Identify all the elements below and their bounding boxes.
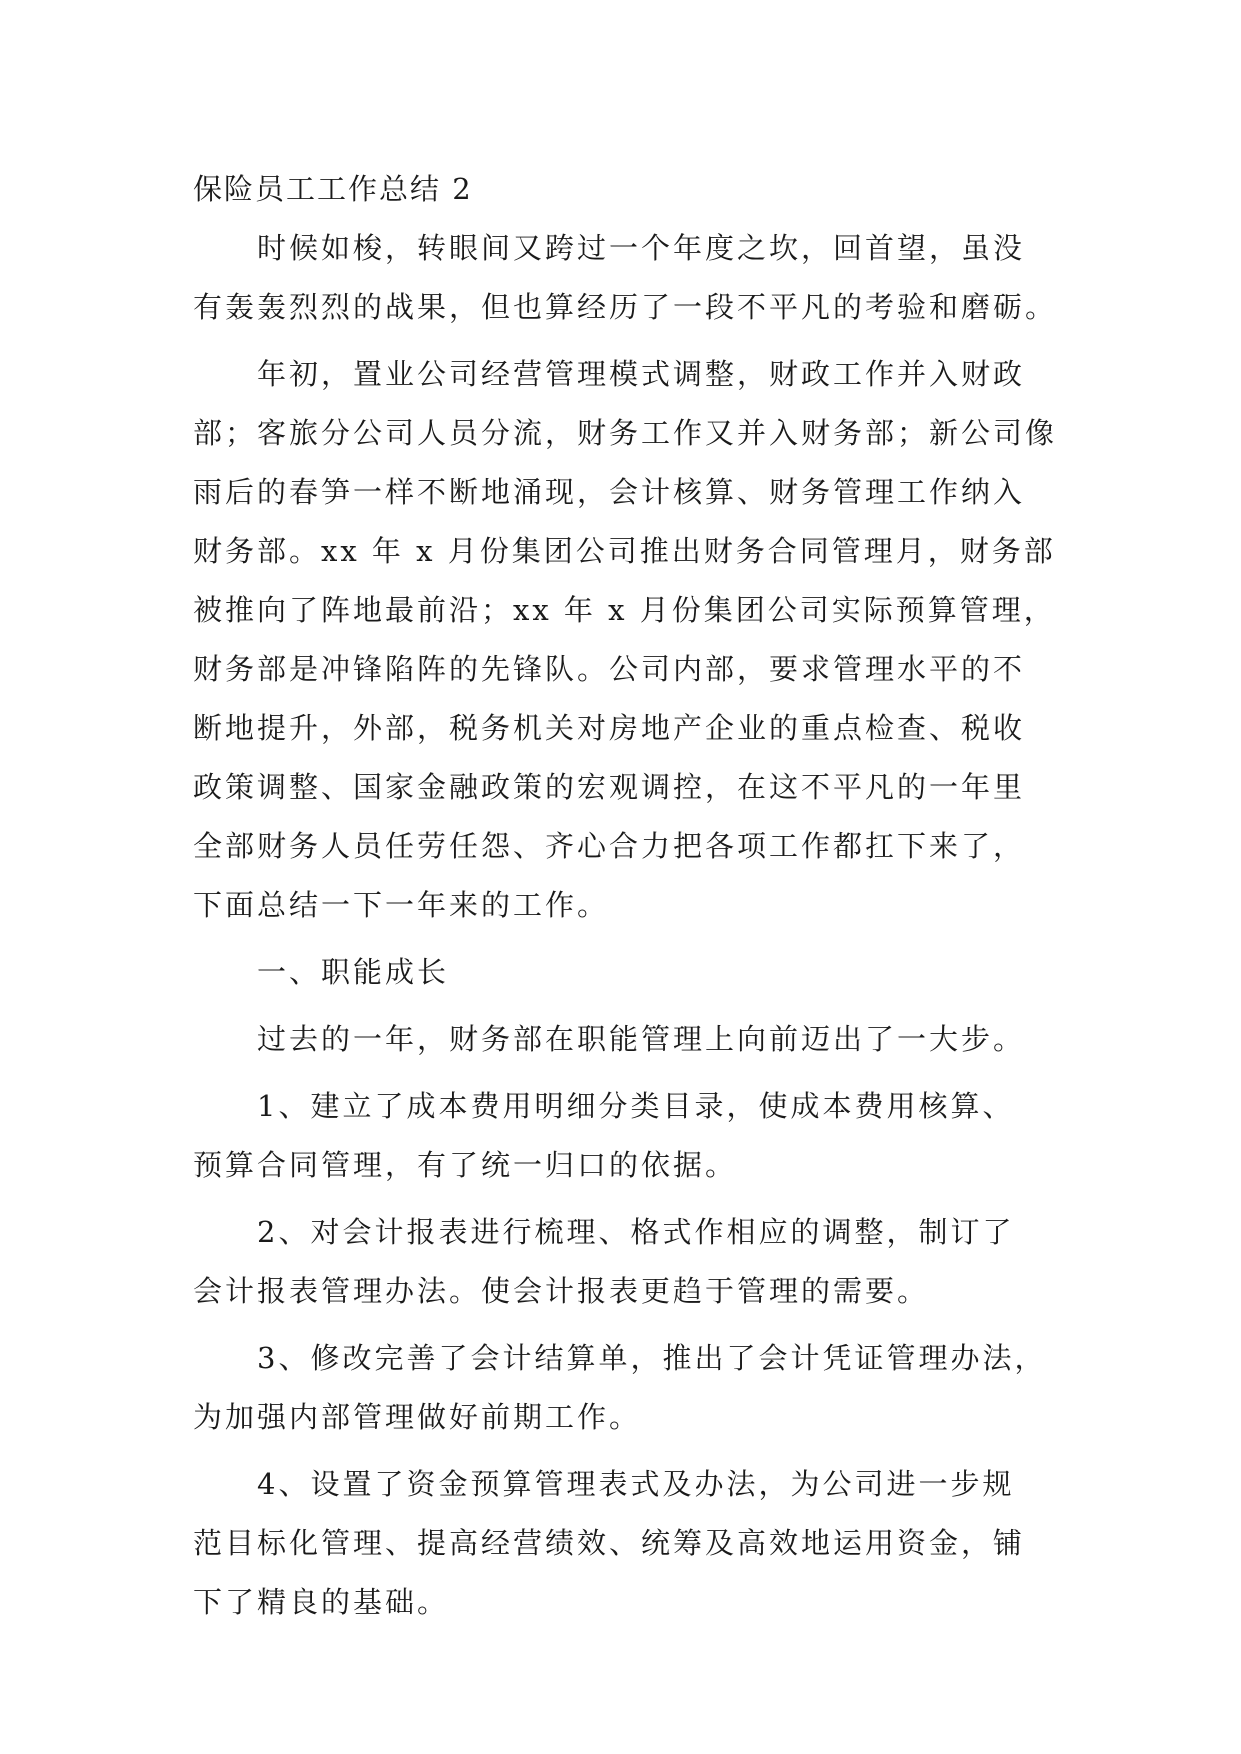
paragraph-line: 会计报表管理办法。使会计报表更趋于管理的需要。 xyxy=(193,1274,930,1308)
document-title: 保险员工工作总结 2 xyxy=(193,172,473,206)
list-item-2 xyxy=(193,1203,1053,1321)
paragraph-year-overview xyxy=(193,345,1058,935)
paragraph-line: 为加强内部管理做好前期工作。 xyxy=(193,1400,642,1434)
paragraph-line: 下面总结一下一年来的工作。 xyxy=(193,888,610,922)
paragraph-line: 3、修改完善了会计结算单，推出了会计凭证管理办法， xyxy=(257,1341,1047,1375)
paragraph-line: 预算合同管理，有了统一归口的依据。 xyxy=(193,1148,738,1182)
paragraph-line: 财务部。xx 年 x 月份集团公司推出财务合同管理月，财务部 xyxy=(193,534,1056,568)
paragraph-line: 有轰轰烈烈的战果，但也算经历了一段不平凡的考验和磨砺。 xyxy=(193,290,1058,324)
paragraph-line: 财务部是冲锋陷阵的先锋队。公司内部，要求管理水平的不 xyxy=(193,652,1026,686)
paragraph-line: 部；客旅分公司人员分流，财务工作又并入财务部；新公司像 xyxy=(193,416,1058,450)
paragraph-line: 过去的一年，财务部在职能管理上向前迈出了一大步。 xyxy=(257,1022,1026,1056)
paragraph-summary xyxy=(193,1010,1053,1069)
paragraph-line: 雨后的春笋一样不断地涌现，会计核算、财务管理工作纳入 xyxy=(193,475,1026,509)
paragraph-line: 全部财务人员任劳任怨、齐心合力把各项工作都扛下来了， xyxy=(193,829,1026,863)
paragraph-line: 断地提升，外部，税务机关对房地产企业的重点检查、税收 xyxy=(193,711,1026,745)
paragraph-line: 下了精良的基础。 xyxy=(193,1585,450,1619)
paragraph-line: 1、建立了成本费用明细分类目录，使成本费用核算、 xyxy=(257,1089,1015,1123)
list-item-4 xyxy=(193,1455,1053,1632)
paragraph-line: 政策调整、国家金融政策的宏观调控，在这不平凡的一年里 xyxy=(193,770,1026,804)
section-heading xyxy=(193,943,1053,1002)
paragraph-line: 范目标化管理、提高经营绩效、统筹及高效地运用资金，铺 xyxy=(193,1526,1026,1560)
document-body xyxy=(193,160,1058,1640)
list-item-1 xyxy=(193,1077,1053,1195)
paragraph-intro xyxy=(193,219,1058,337)
list-item-3 xyxy=(193,1329,1053,1447)
paragraph-line: 2、对会计报表进行梳理、格式作相应的调整，制订了 xyxy=(257,1215,1015,1249)
paragraph-line: 年初，置业公司经营管理模式调整，财政工作并入财政 xyxy=(257,357,1026,391)
paragraph-line: 被推向了阵地最前沿；xx 年 x 月份集团公司实际预算管理， xyxy=(193,593,1056,627)
paragraph-line: 时候如梭，转眼间又跨过一个年度之坎，回首望，虽没 xyxy=(257,231,1026,265)
section-heading-text: 一、职能成长 xyxy=(257,955,450,989)
paragraph-line: 4、设置了资金预算管理表式及办法，为公司进一步规 xyxy=(257,1467,1015,1501)
